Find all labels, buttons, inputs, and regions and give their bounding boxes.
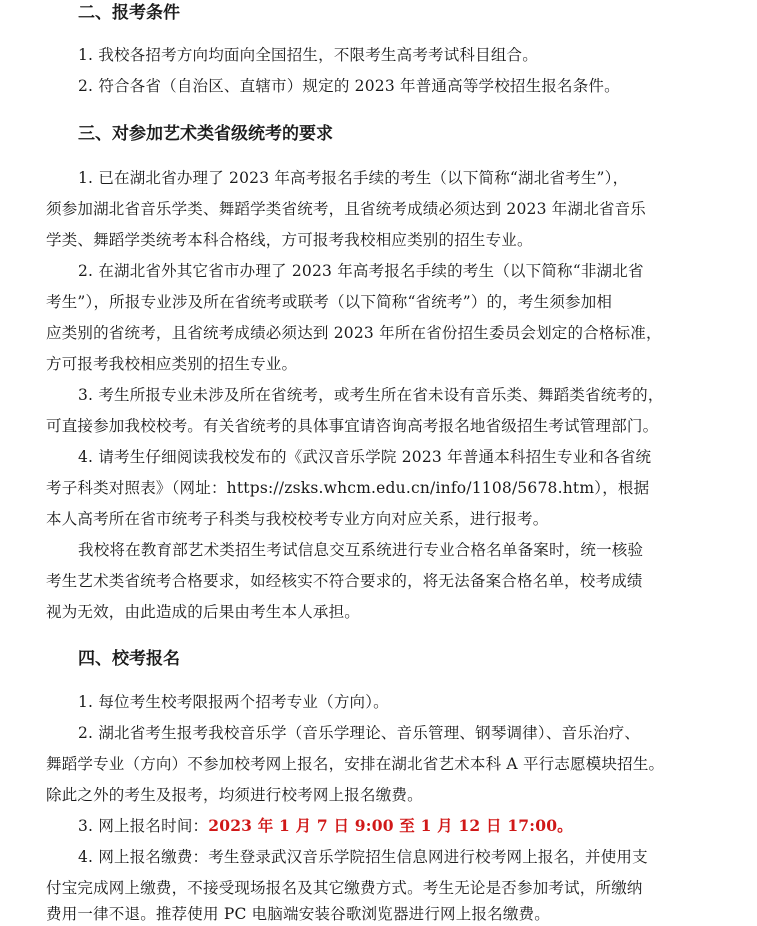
section-heading-4: 四、校考报名 (78, 649, 180, 669)
s3-p1-line: 学类、舞蹈学类统考本科合格线，方可报考我校相应类别的招生专业。 (46, 231, 533, 249)
s4-p2-line: 除此之外的考生及报考，均须进行校考网上报名缴费。 (46, 786, 423, 804)
registration-time-label: 3. 网上报名时间： (78, 817, 209, 835)
s3-p4-line: 本人高考所在省市统考子科类与我校校考专业方向对应关系，进行报考。 (46, 510, 549, 528)
s4-p2-line: 2. 湖北省考生报考我校音乐学（音乐学理论、音乐管理、钢琴调律）、音乐治疗、 (78, 724, 641, 742)
s3-p4-line: 考子科类对照表》（网址：https://zsks.whcm.edu.cn/info/1108/5678.htm），根据 (46, 479, 650, 497)
s2-item-1: 1. 我校各招考方向均面向全国招生，不限考生高考考试科目组合。 (78, 46, 538, 64)
s3-p3-line: 3. 考生所报专业未涉及所在省统考，或考生所在省未设有音乐类、舞蹈类省统考的， (78, 386, 664, 404)
s3-p1-line: 1. 已在湖北省办理了 2023 年高考报名手续的考生（以下简称“湖北省考生”）， (78, 169, 629, 187)
s3-p4-line: 4. 请考生仔细阅读我校发布的《武汉音乐学院 2023 年普通本科招生专业和各省统 (78, 448, 652, 466)
s4-p2-line: 舞蹈学专业（方向）不参加校考网上报名，安排在湖北省艺术本科 A 平行志愿模块招生。 (46, 755, 665, 773)
s4-p4-line: 费用一律不退。推荐使用 PC 电脑端安装谷歌浏览器进行网上报名缴费。 (46, 905, 550, 923)
s3-p2-line: 应类别的省统考，且省统考成绩必须达到 2023 年所在省份招生委员会划定的合格标准， (46, 324, 662, 342)
section-heading-2: 二、报考条件 (78, 3, 180, 23)
s3-p2-line: 2. 在湖北省外其它省市办理了 2023 年高考报名手续的考生（以下简称“非湖北省 (78, 262, 644, 280)
s4-p4-line: 4. 网上报名缴费：考生登录武汉音乐学院招生信息网进行校考网上报名，并使用支 (78, 848, 648, 866)
s3-p3-line: 可直接参加我校校考。有关省统考的具体事宜请咨询高考报名地省级招生考试管理部门。 (46, 417, 659, 435)
s4-p4-line: 付宝完成网上缴费，不接受现场报名及其它缴费方式。考生无论是否参加考试，所缴纳 (46, 879, 643, 897)
s3-p1-line: 须参加湖北省音乐学类、舞蹈学类省统考，且省统考成绩必须达到 2023 年湖北省音乐 (46, 200, 647, 218)
section-heading-3: 三、对参加艺术类省级统考的要求 (78, 124, 333, 144)
s3-p2-line: 考生”），所报专业涉及所在省统考或联考（以下简称“省统考”）的，考生须参加相 (46, 293, 613, 311)
s3-p2-line: 方可报考我校相应类别的招生专业。 (46, 355, 298, 373)
s3-p5-line: 考生艺术类省统考合格要求，如经核实不符合要求的，将无法备案合格名单，校考成绩 (46, 572, 643, 590)
s2-item-2: 2. 符合各省（自治区、直辖市）规定的 2023 年普通高等学校招生报名条件。 (78, 77, 620, 95)
s3-p5-line: 我校将在教育部艺术类招生考试信息交互系统进行专业合格名单备案时，统一核验 (78, 541, 644, 559)
registration-time-value: 2023 年 1 月 7 日 9:00 至 1 月 12 日 17:00。 (208, 816, 573, 835)
s4-item-3 (78, 815, 573, 837)
s4-item-1: 1. 每位考生校考限报两个招考专业（方向）。 (78, 693, 389, 711)
s3-p5-line: 视为无效，由此造成的后果由考生本人承担。 (46, 603, 361, 621)
